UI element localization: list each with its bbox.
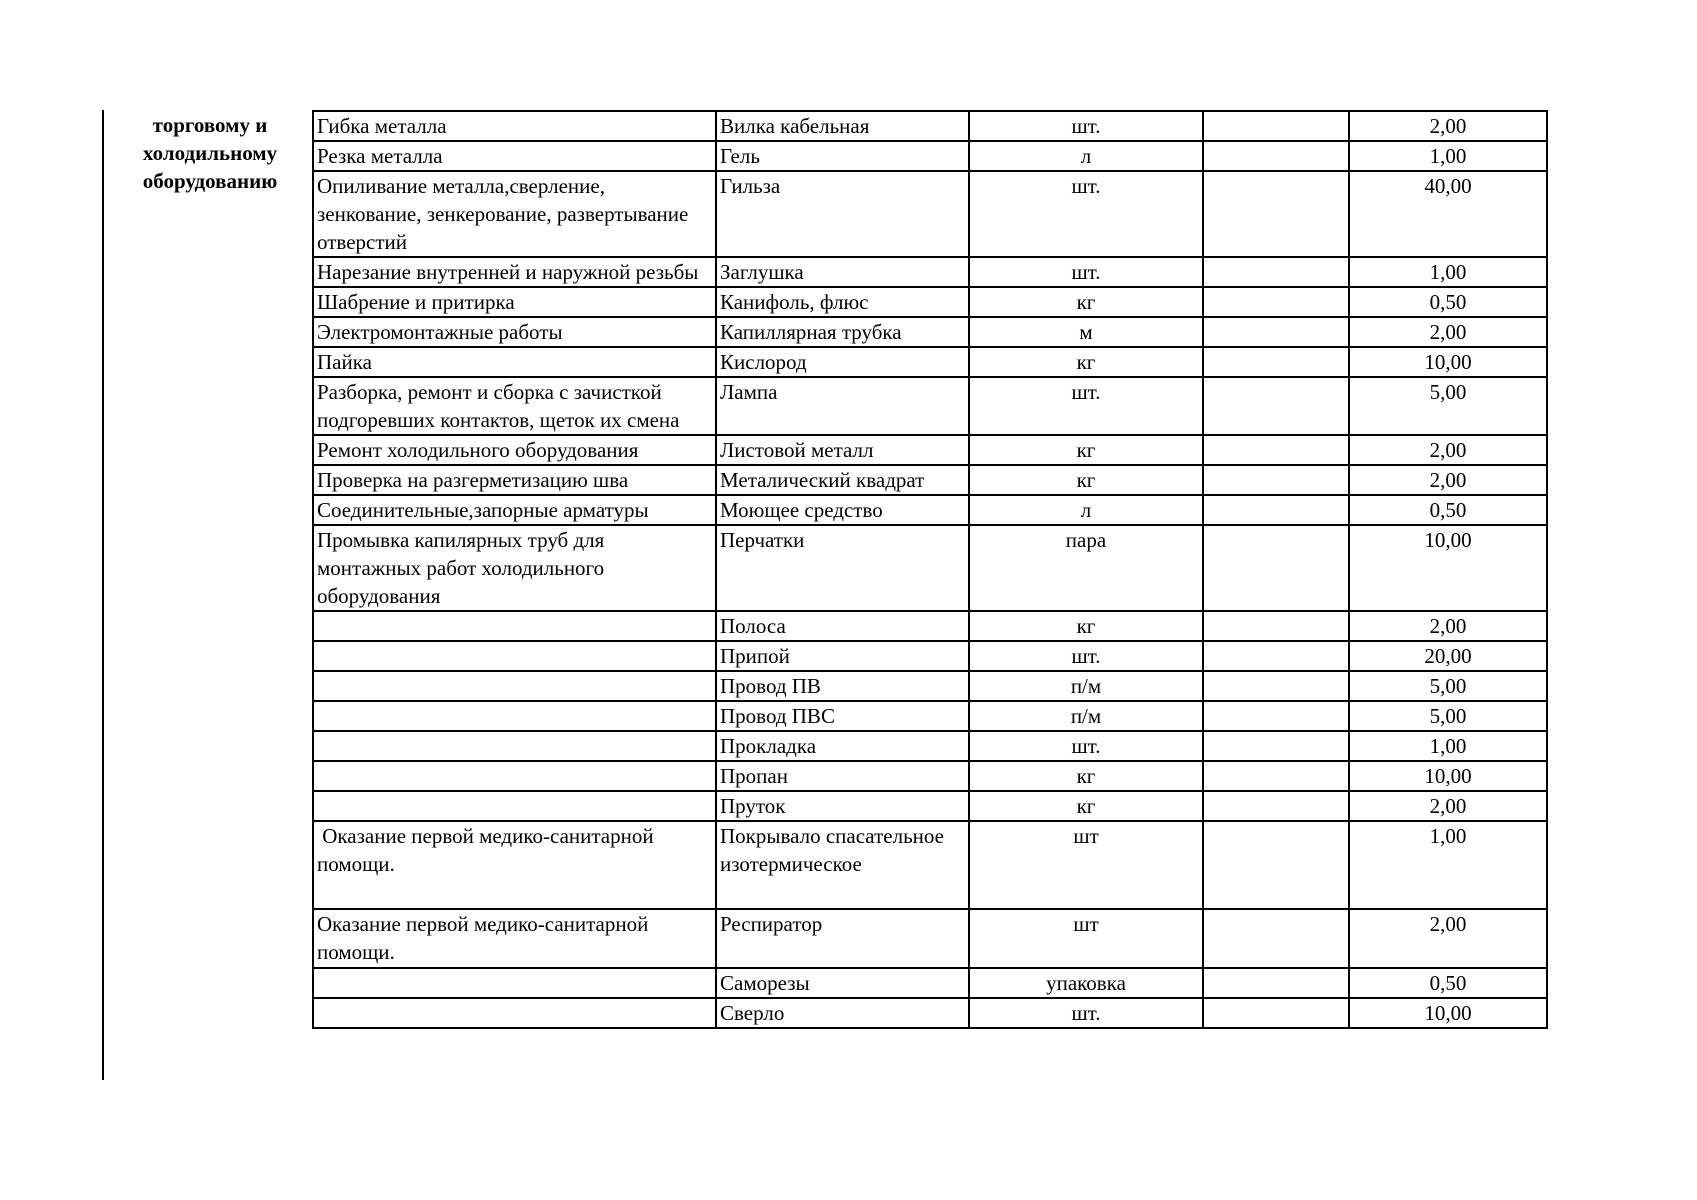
unit-cell: кг <box>969 347 1203 377</box>
unit-cell: шт <box>969 909 1203 968</box>
quantity-cell: 10,00 <box>1349 998 1547 1028</box>
unit-cell: шт. <box>969 111 1203 141</box>
unit-cell: шт <box>969 821 1203 909</box>
table-row <box>313 641 1547 671</box>
unit-cell: шт. <box>969 641 1203 671</box>
empty-cell <box>1203 287 1349 317</box>
material-cell: Моющее средство <box>716 495 969 525</box>
table-row <box>313 731 1547 761</box>
table-row <box>313 525 1547 611</box>
quantity-cell: 1,00 <box>1349 731 1547 761</box>
empty-cell <box>1203 525 1349 611</box>
work-cell <box>313 641 716 671</box>
work-cell: Нарезание внутренней и наружной резьбы <box>313 257 716 287</box>
unit-cell: шт. <box>969 998 1203 1028</box>
empty-cell <box>1203 141 1349 171</box>
material-cell: Вилка кабельная <box>716 111 969 141</box>
work-cell <box>313 611 716 641</box>
unit-cell: кг <box>969 435 1203 465</box>
table-row <box>313 435 1547 465</box>
work-cell: Ремонт холодильного оборудования <box>313 435 716 465</box>
unit-cell: кг <box>969 791 1203 821</box>
work-cell: Опиливание металла,сверление, зенкование, зенкерование, развертывание отверстий <box>313 171 716 257</box>
quantity-cell: 10,00 <box>1349 761 1547 791</box>
work-cell: Оказание первой медико-санитарной помощи. <box>313 821 716 909</box>
work-cell <box>313 998 716 1028</box>
unit-cell: м <box>969 317 1203 347</box>
work-cell: Промывка капилярных труб для монтажных работ холодильного оборудования <box>313 525 716 611</box>
material-cell: Листовой металл <box>716 435 969 465</box>
unit-cell: пара <box>969 525 1203 611</box>
quantity-cell: 2,00 <box>1349 791 1547 821</box>
material-cell: Канифоль, флюс <box>716 287 969 317</box>
material-cell: Полоса <box>716 611 969 641</box>
table-row <box>313 671 1547 701</box>
left-margin-rule <box>102 110 104 1080</box>
material-cell: Металический квадрат <box>716 465 969 495</box>
work-cell <box>313 791 716 821</box>
work-cell: Гибка металла <box>313 111 716 141</box>
quantity-cell: 1,00 <box>1349 821 1547 909</box>
work-cell <box>313 968 716 998</box>
unit-cell: шт. <box>969 257 1203 287</box>
materials-table <box>312 110 1548 1029</box>
material-cell: Пропан <box>716 761 969 791</box>
work-cell: Разборка, ремонт и сборка с зачисткой подгоревших контактов, щеток их смена <box>313 377 716 435</box>
table-row <box>313 761 1547 791</box>
table-row <box>313 611 1547 641</box>
quantity-cell: 1,00 <box>1349 141 1547 171</box>
unit-cell: п/м <box>969 671 1203 701</box>
quantity-cell: 0,50 <box>1349 287 1547 317</box>
quantity-cell: 10,00 <box>1349 347 1547 377</box>
work-cell: Проверка на разгерметизацию шва <box>313 465 716 495</box>
unit-cell: шт. <box>969 377 1203 435</box>
unit-cell: л <box>969 141 1203 171</box>
material-cell: Провод ПВС <box>716 701 969 731</box>
table-row <box>313 998 1547 1028</box>
material-cell: Респиратор <box>716 909 969 968</box>
table-row <box>313 141 1547 171</box>
unit-cell: шт. <box>969 171 1203 257</box>
work-cell: Оказание первой медико-санитарной помощи. <box>313 909 716 968</box>
empty-cell <box>1203 701 1349 731</box>
material-cell: Сверло <box>716 998 969 1028</box>
empty-cell <box>1203 257 1349 287</box>
table-row <box>313 317 1547 347</box>
empty-cell <box>1203 435 1349 465</box>
material-cell: Прокладка <box>716 731 969 761</box>
quantity-cell: 20,00 <box>1349 641 1547 671</box>
work-cell: Пайка <box>313 347 716 377</box>
material-cell: Кислород <box>716 347 969 377</box>
table-row <box>313 287 1547 317</box>
quantity-cell: 2,00 <box>1349 317 1547 347</box>
empty-cell <box>1203 171 1349 257</box>
quantity-cell: 40,00 <box>1349 171 1547 257</box>
empty-cell <box>1203 111 1349 141</box>
material-cell: Саморезы <box>716 968 969 998</box>
unit-cell: кг <box>969 611 1203 641</box>
quantity-cell: 2,00 <box>1349 611 1547 641</box>
material-cell: Пруток <box>716 791 969 821</box>
empty-cell <box>1203 347 1349 377</box>
table-row <box>313 171 1547 257</box>
material-cell: Гильза <box>716 171 969 257</box>
work-cell <box>313 671 716 701</box>
table-row <box>313 495 1547 525</box>
table-row <box>313 791 1547 821</box>
table-row <box>313 909 1547 968</box>
unit-cell: кг <box>969 761 1203 791</box>
section-heading-line: оборудованию <box>142 169 278 193</box>
unit-cell: шт. <box>969 731 1203 761</box>
table-row <box>313 111 1547 141</box>
work-cell: Электромонтажные работы <box>313 317 716 347</box>
unit-cell: п/м <box>969 701 1203 731</box>
material-cell: Перчатки <box>716 525 969 611</box>
quantity-cell: 0,50 <box>1349 495 1547 525</box>
section-heading-line: торговому и <box>152 113 268 137</box>
empty-cell <box>1203 671 1349 701</box>
quantity-cell: 2,00 <box>1349 909 1547 968</box>
quantity-cell: 5,00 <box>1349 377 1547 435</box>
empty-cell <box>1203 317 1349 347</box>
work-cell <box>313 701 716 731</box>
material-cell: Припой <box>716 641 969 671</box>
table-row <box>313 968 1547 998</box>
material-cell: Капиллярная трубка <box>716 317 969 347</box>
quantity-cell: 5,00 <box>1349 701 1547 731</box>
material-cell: Заглушка <box>716 257 969 287</box>
work-cell <box>313 731 716 761</box>
empty-cell <box>1203 611 1349 641</box>
empty-cell <box>1203 761 1349 791</box>
quantity-cell: 2,00 <box>1349 465 1547 495</box>
work-cell: Соединительные,запорные арматуры <box>313 495 716 525</box>
empty-cell <box>1203 791 1349 821</box>
table-row <box>313 347 1547 377</box>
table-row <box>313 377 1547 435</box>
quantity-cell: 0,50 <box>1349 968 1547 998</box>
material-cell: Покрывало спасательное изотермическое <box>716 821 969 909</box>
quantity-cell: 2,00 <box>1349 435 1547 465</box>
quantity-cell: 2,00 <box>1349 111 1547 141</box>
empty-cell <box>1203 641 1349 671</box>
empty-cell <box>1203 998 1349 1028</box>
work-cell <box>313 761 716 791</box>
material-cell: Лампа <box>716 377 969 435</box>
unit-cell: упаковка <box>969 968 1203 998</box>
empty-cell <box>1203 821 1349 909</box>
empty-cell <box>1203 495 1349 525</box>
material-cell: Провод ПВ <box>716 671 969 701</box>
unit-cell: кг <box>969 287 1203 317</box>
table-row <box>313 701 1547 731</box>
empty-cell <box>1203 465 1349 495</box>
material-cell: Гель <box>716 141 969 171</box>
unit-cell: л <box>969 495 1203 525</box>
section-heading <box>130 111 290 195</box>
work-cell: Резка металла <box>313 141 716 171</box>
table-row <box>313 465 1547 495</box>
unit-cell: кг <box>969 465 1203 495</box>
work-cell: Шабрение и притирка <box>313 287 716 317</box>
table-row <box>313 821 1547 909</box>
section-heading-line: холодильному <box>142 141 278 165</box>
quantity-cell: 1,00 <box>1349 257 1547 287</box>
empty-cell <box>1203 968 1349 998</box>
quantity-cell: 5,00 <box>1349 671 1547 701</box>
empty-cell <box>1203 909 1349 968</box>
empty-cell <box>1203 377 1349 435</box>
table-row <box>313 257 1547 287</box>
quantity-cell: 10,00 <box>1349 525 1547 611</box>
empty-cell <box>1203 731 1349 761</box>
